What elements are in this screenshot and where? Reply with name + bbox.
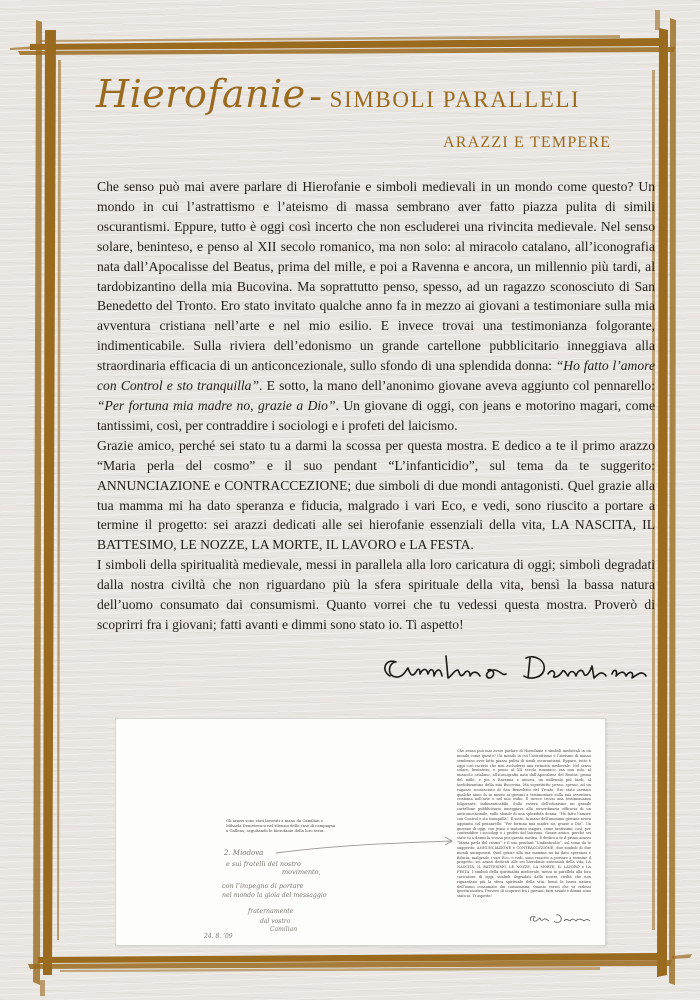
handwriting-line-8: Camilian [270,926,298,933]
title-dash: - [309,75,322,115]
signature [376,648,658,692]
document-photo [115,718,606,946]
paragraph-2: Grazie amico, perché sei stato tu a darmi la scossa per questa mostra. E dedico a te il primo arazzo “Maria perla del cosmo” e il suo pendant “L’infanticidio”, sul tema da te suggerito: ANNUNCIAZIONE e CONTRACCEZIONE; due simboli di due mondi antagonisti. Quel grazie alla tua mamma mi ha dato speranza e fiducia, malgrado i vari Eco, e vedi, sono riuscito a portare a termine il progetto: sei arazzi dedicati alle sei hierofanie essenziali della vita, LA NASCITA, IL BATTESIMO, LE NOZZE, LA MORTE, IL LAVORO e LA FESTA. [97,437,655,553]
page-subtitle: ARAZZI E TEMPERE [443,134,612,151]
title-caps: SIMBOLI PARALLELI [329,87,581,112]
handwriting-line-1: 2. Miodova [224,849,264,857]
page-title [96,72,580,116]
handwriting-line-7: dal vostro [260,918,291,925]
paragraph-1-part-a: Che senso può mai avere parlare di Hierofanie e simboli medievali in un mondo come questo? Un mondo in cui l’astrattismo e l’ateismo di massa sembrano aver fatto piazza pulita di simili oscurantismi. Eppure, tutto è oggi così incerto che non escluderei una rivincita medievale. Nel senso solare, beninteso, e penso al XII secolo romanico, ma non solo: al miracolo catalano, all’iconografia nata dall’Apocalisse del Beatus, prima del mille, e poi a Ravenna e ancora, un millennio più tardi, al tardobizantino della mia Bucovina. Ma soprattutto penso, spesso, ad un ragazzo sconosciuto di San Benedetto del Tronto. Ero stato invitato qualche anno fa in mezzo ai giovani a testimoniare sulla mia avventura cristiana nell’arte e nel mio esilio. E invece trovai una testimonianza folgorante, indimenticabile. Sulla riviera dell’edonismo un grande cartellone pubblicitario inneggiava alla straordinaria efficacia di un anticoncezionale, sullo sfondo di una splendida donna: [97,179,655,374]
sheet-signature [528,911,592,927]
handwriting-line-2: e sui fratelli del nostro [226,860,301,868]
handwriting-line-5: nel mondo la gioia del messaggio [222,892,327,899]
quote-1: “Ho fatto l’amore con Control e sto tranquilla” [97,358,655,394]
sheet-text-column: Che senso può mai avere parlare di Hierofanie e simboli medievali in un mondo come questo? Un mondo in cui l’astrattismo e l’ateismo di massa sembrano aver fatto piazza pulita di simili oscurantismi. Eppure, tutto è oggi così incerto che non escluderei una rivincita medievale. Nel senso solare, beninteso, e penso al XII secolo romanico, ma non solo: al miracolo catalano, all’iconografia nata dall’Apocalisse del Beatus, prima del mille, e poi a Ravenna e ancora, un millennio più tardi, al tardobizantino della mia Bucovina. Ma soprattutto penso, spesso, ad un ragazzo sconosciuto di San Benedetto del Tronto. Ero stato invitato qualche anno fa in mezzo ai giovani a testimoniare sulla mia avventura cristiana nell’arte e nel mio esilio. E invece trovai una testimonianza folgorante, indimenticabile. Sulla riviera dell’edonismo un grande cartellone pubblicitario inneggiava alla straordinaria efficacia di un anticoncezionale, sullo sfondo di una splendida donna: “Ho fatto l’amore con Control e sto tranquilla”. E sotto, la mano dell’anonimo giovane aveva aggiunto col pennarello: “Per fortuna mia madre no, grazie a Dio”. Un giovane di oggi, con jeans e motorino magari, come tantissimi, così, per contraddire i sociologi e i profeti del laicismo. Grazie amico, perché sei stato tu a darmi la scossa per questa mostra. E dedico a te il primo arazzo “Maria perla del cosmo” e il suo pendant “L’infanticidio”, sul tema da te suggerito: ANNUNCIAZIONE e CONTRACCEZIONE; due simboli di due mondi antagonisti. Quel grazie alla tua mamma mi ha dato speranza e fiducia, malgrado i vari Eco, e vedi, sono riuscito a portare a termine il progetto: sei arazzi dedicati alle sei hierofanie essenziali della vita, LA NASCITA, IL BATTESIMO, LE NOZZE, LA MORTE, IL LAVORO e LA FESTA. I simboli della spiritualità medievale, messi in parallela alla loro caricatura di oggi; simboli degradati dalla nostra civiltà che non riguardano più la sfera spirituale della vita, bensì la bassa natura dell’uomo consumato dai consumismi. Quanto vorrei che tu vedessi questa mostra. Proverò di scoprirri fra i giovani; fatti avanti e dimmi sono stato io. Ti aspetto! [457,749,591,899]
paragraph-1 [97,177,655,436]
paragraph-1-part-b: . E sotto, la mano dell’anonimo giovane aveva aggiunto col pennarello: [259,378,655,394]
handwriting-line-6: fraternamente [248,908,294,915]
handwriting-line-4: con l’impegno di portare [222,882,304,890]
title-script: Hierofanie [96,72,306,116]
handwriting-date: 24. 8. ’09 [204,933,233,940]
sheet-caption: Gli arazzi sono stati lavorati a mano da Camilian e Mihaela Demetrescu nel silenzio delle case di campagna a Galleno, seguitando le hierofanie della loro terra. [226,818,336,834]
paragraph-3: I simboli della spiritualità medievale, messi in parallela alla loro caricatura di oggi; simboli degradati dalla nostra civiltà che non riguardano più la sfera spirituale della vita, bensì la bassa natura dell’uomo consumato dai consumismi. Quanto vorrei che tu vedessi questa mostra. Proverò di scoprirri fra i giovani; fatti avanti e dimmi sono stato io. Ti aspetto! [97,557,655,632]
paragraph-1-part-c: . Un giovane di oggi, con jeans e motorino magari, come tantissimi, così, per contraddire i sociologi e i profeti del laicismo. [97,397,655,433]
body-text [97,177,655,635]
handwriting-line-3: movimento, [282,868,321,876]
quote-2: “Per fortuna mia madre no, grazie a Dio” [97,397,336,413]
